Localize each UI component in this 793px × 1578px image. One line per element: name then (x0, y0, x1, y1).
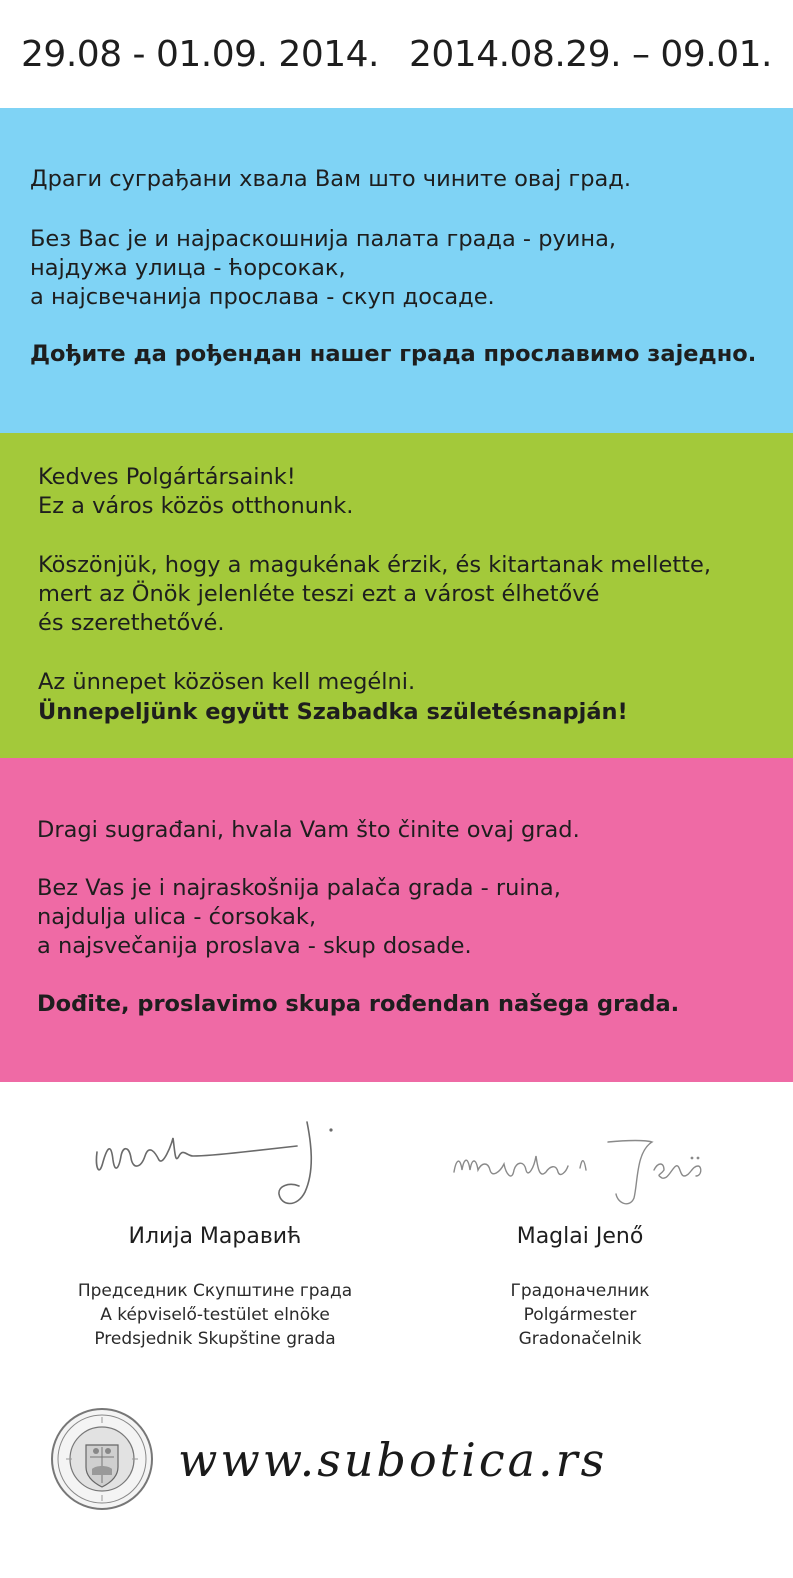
footer (0, 1395, 793, 1535)
panel-croatian (0, 758, 793, 1082)
title-serbian: Градоначелник (510, 1281, 650, 1301)
title-croatian: Predsjednik Skupštine grada (94, 1329, 336, 1349)
signatory-titles (430, 1279, 730, 1351)
signatory-titles (60, 1279, 370, 1351)
website-url[interactable]: www.subotica.rs (178, 1433, 608, 1487)
greeting-text: Dragi sugrađani, hvala Vam što činite ovaj grad. (37, 817, 580, 843)
city-seal-icon (50, 1407, 154, 1511)
date-serbian: 29.08 - 01.09. 2014. (21, 33, 379, 75)
invitation-text: Dođite, proslavimo skupa rođendan našega grada. (37, 991, 680, 1017)
signatures-section (0, 1082, 793, 1382)
signatory-name: Maglai Jenő (516, 1224, 644, 1249)
title-hungarian: A képviselő-testület elnöke (100, 1305, 330, 1325)
closing-text: Az ünnepet közösen kell megélni. (38, 669, 416, 695)
greeting-text: Kedves Polgártársaink! Ez a város közös otthonunk. (38, 464, 354, 519)
panel-serbian-cyrillic (0, 108, 793, 433)
body-text: Köszönjük, hogy a magukénak érzik, és kitartanak mellette, mert az Önök jelenléte teszi ezt a várost élhetővé és szerethetővé. (38, 552, 712, 636)
signature-maglai-icon (440, 1112, 720, 1212)
invitation-text: Ünnepeljünk együtt Szabadka születésnapján! (38, 699, 628, 725)
title-serbian: Председник Скупштине града (77, 1281, 353, 1301)
signatory-speaker (60, 1112, 370, 1351)
title-hungarian: Polgármester (523, 1305, 637, 1325)
panel-hungarian (0, 433, 793, 758)
date-header (0, 0, 793, 108)
signatory-name: Илија Маравић (128, 1224, 302, 1249)
greeting-text: Драги суграђани хвала Вам што чините овај град. (30, 166, 631, 192)
signatory-mayor (430, 1112, 730, 1351)
signature-maravic-icon (75, 1112, 355, 1212)
title-croatian: Gradonačelnik (518, 1329, 642, 1349)
body-text: Bez Vas je i najraskošnija palača grada - ruina, najdulja ulica - ćorsokak, a najsvečanija proslava - skup dosade. (37, 875, 561, 959)
body-text: Без Вас је и најраскошнија палата града - руина, најдужа улица - ћорсокак, а најсвечанија прослава - скуп досаде. (30, 226, 617, 310)
date-hungarian: 2014.08.29. – 09.01. (408, 33, 772, 75)
invitation-text: Дођите да рођендан нашег града прославимо заједно. (30, 341, 757, 367)
